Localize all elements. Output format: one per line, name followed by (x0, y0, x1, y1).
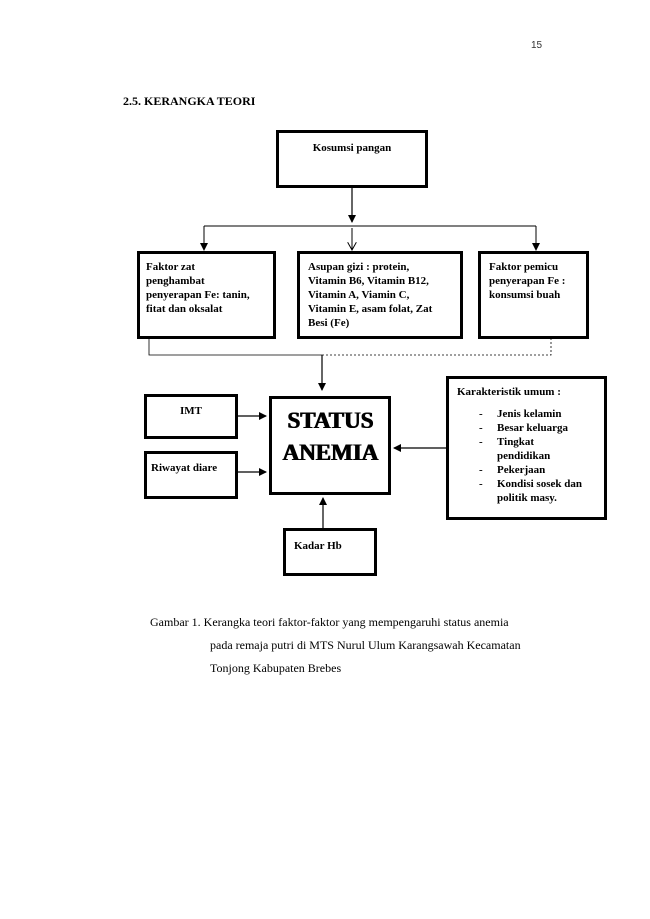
nutrient-line: Asupan gizi : protein, (308, 261, 410, 273)
diarrhea-label: Riwayat diare (151, 462, 218, 474)
list-item (457, 477, 596, 505)
collector-left (149, 339, 322, 355)
caption-line-1: Gambar 1. Kerangka teori faktor-faktor yang mempengaruhi status anemia (150, 615, 509, 629)
caption-line-3: Tonjong Kabupaten Brebes (210, 661, 342, 675)
list-item (457, 407, 596, 421)
list-item-text: pendidikan (497, 450, 551, 462)
list-dash: - (479, 436, 483, 448)
list-dash: - (479, 422, 483, 434)
nutrient-line: Vitamin E, asam folat, Zat (308, 303, 433, 315)
characteristics-title: Karakteristik umum : (457, 386, 561, 398)
inhibitor-line: Faktor zat (146, 261, 195, 273)
list-dash: - (479, 408, 483, 420)
list-dash: - (479, 478, 483, 490)
list-item-text: politik masy. (497, 492, 557, 504)
nutrient-line: Besi (Fe) (308, 317, 350, 329)
inhibitor-line: fitat dan oksalat (146, 303, 223, 315)
collector-right (322, 339, 551, 355)
hb-label: Kadar Hb (294, 540, 342, 552)
status-line-1: STATUS (286, 408, 374, 433)
list-item-text: Kondisi sosek dan (497, 478, 582, 490)
nutrient-line: Vitamin A, Viamin C, (308, 289, 410, 301)
nutrient-line: Vitamin B6, Vitamin B12, (308, 275, 429, 287)
list-item (457, 421, 596, 435)
list-item-text: Jenis kelamin (497, 408, 562, 420)
caption-line-2: pada remaja putri di MTS Nurul Ulum Karangsawah Kecamatan (210, 638, 521, 652)
figure-caption (150, 611, 600, 680)
characteristics-list (457, 407, 596, 505)
trigger-factor-box (478, 251, 589, 339)
trigger-line: konsumsi buah (489, 289, 561, 301)
inhibitor-line: penyerapan Fe: tanin, (146, 289, 250, 301)
section-heading: 2.5. KERANGKA TEORI (123, 94, 256, 108)
hb-level-box (283, 528, 377, 576)
page-number: 15 (531, 40, 543, 51)
bmi-label: IMT (180, 405, 202, 417)
diarrhea-history-box (144, 451, 238, 499)
nutrient-intake-box (297, 251, 463, 339)
inhibitor-line: penghambat (146, 275, 205, 287)
general-characteristics-box (446, 376, 607, 520)
consumption-label: Kosumsi pangan (312, 142, 392, 154)
anemia-status-box (269, 396, 391, 495)
bmi-box (144, 394, 238, 439)
status-line-2: ANEMIA (282, 440, 378, 465)
consumption-box (276, 130, 428, 188)
list-item-text: Tingkat (497, 436, 535, 448)
trigger-line: Faktor pemicu (489, 261, 559, 273)
list-item (457, 435, 596, 463)
trigger-line: penyerapan Fe : (489, 275, 566, 287)
list-item (457, 463, 596, 477)
list-item-text: Pekerjaan (497, 464, 546, 476)
inhibitor-factor-box (137, 251, 276, 339)
list-dash: - (479, 464, 483, 476)
list-item-text: Besar keluarga (497, 422, 568, 434)
